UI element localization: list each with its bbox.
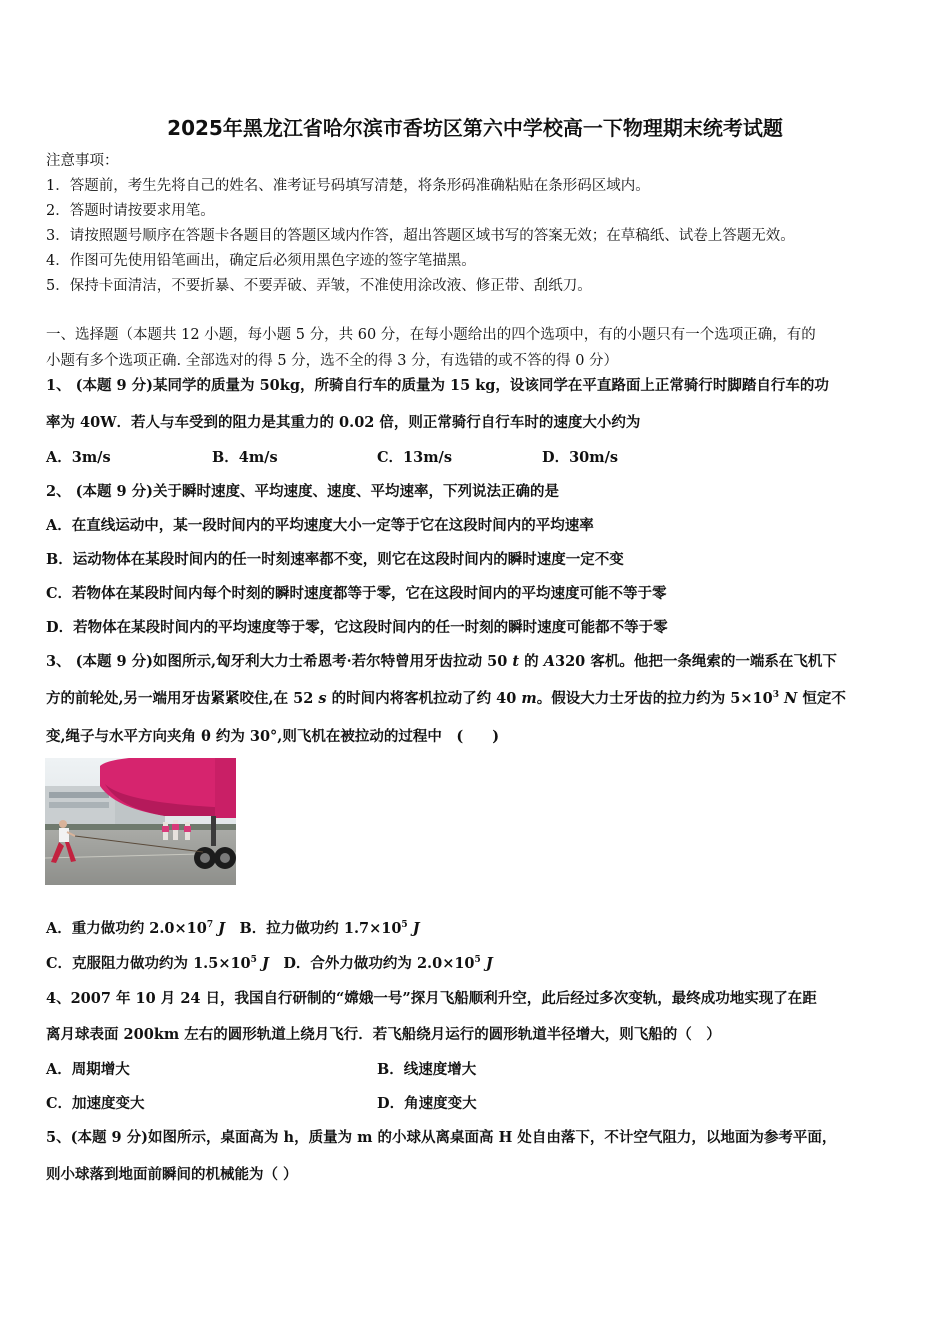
question-4-stem: 4、2007 年 10 月 24 日，我国自行研制的“嫦娥一号”探月飞船顺利升空，此后经过多次变轨，最终成功地实现了在距: [46, 990, 817, 1007]
section-header: 小题有多个选项正确. 全部选对的得 5 分，选不全的得 3 分，有选错的或不答的得 0 分）: [46, 353, 619, 369]
question-1-stem: 率为 40W．若人与车受到的阻力是其重力的 0.02 倍，则正常骑行自行车时的速度大小约为: [46, 414, 641, 431]
question-1-stem: 1、 (本题 9 分)某同学的质量为 50kg，所骑自行车的质量为 15 kg，设该同学在平直路面上正常骑行时脚踏自行车的功: [46, 377, 829, 394]
question-3-options-ab: A．重力做功约 $2.0\times 10^7$ J B．拉力做功约 $1.7\times 10^5$ J: [46, 920, 420, 937]
notice-item: 5．保持卡面清洁，不要折暴、不要弄破、弄皱，不准使用涂改液、修正带、刮纸刀。: [46, 278, 592, 294]
notice-item: 2．答题时请按要求用笔。: [46, 203, 215, 219]
question-1-option-a: A．3m/s: [46, 449, 111, 466]
notice-item: 4．作图可先使用铅笔画出，确定后必须用黑色字迹的签字笔描黑。: [46, 253, 476, 269]
question-5-stem: 5、(本题 9 分)如图所示，桌面高为 h，质量为 m 的小球从离桌面高 H 处自由落下，不计空气阻力，以地面为参考平面，: [46, 1129, 837, 1146]
question-3-options-cd: C．克服阻力做功约为 $1.5\times 10^5$ J D．合外力做功约为 $2.0\times 10^5$ J: [46, 955, 493, 972]
notice-item: 1．答题前，考生先将自己的姓名、准考证号码填写清楚，将条形码准确粘贴在条形码区域内。: [46, 178, 650, 194]
question-2-option-d: D．若物体在某段时间内的平均速度等于零，它这段时间内的任一时刻的瞬时速度可能都不等于零: [46, 619, 668, 636]
question-2-option-c: C．若物体在某段时间内每个时刻的瞬时速度都等于零，它在这段时间内的平均速度可能不等于零: [46, 585, 667, 602]
question-3-stem: 方的前轮处,另一端用牙齿紧紧咬住,在 52 s 的时间内将客机拉动了约 40 m。假设大力士牙齿的拉力约为 $5\times 10^3$ N 恒定不: [46, 690, 846, 707]
airplane-pull-photo: [45, 758, 236, 885]
question-4-option-c: C．加速度变大: [46, 1095, 145, 1112]
question-4-option-a: A．周期增大: [46, 1061, 130, 1078]
question-1-option-b: B．4m/s: [212, 449, 278, 466]
page-title: 2025年黑龙江省哈尔滨市香坊区第六中学校高一下物理期末统考试题: [167, 116, 783, 140]
question-1-option-d: D．30m/s: [542, 449, 619, 466]
notice-item: 3．请按照题号顺序在答题卡各题目的答题区域内作答，超出答题区域书写的答案无效；在草稿纸、试卷上答题无效。: [46, 228, 795, 244]
question-2-stem: 2、 (本题 9 分)关于瞬时速度、平均速度、速度、平均速率，下列说法正确的是: [46, 483, 560, 500]
question-3-stem: 变,绳子与水平方向夹角 θ 约为 30°,则飞机在被拉动的过程中 ( ): [46, 728, 500, 745]
notice-heading: 注意事项：: [46, 153, 119, 169]
section-header: 一、选择题（本题共 12 小题，每小题 5 分，共 60 分，在每小题给出的四个选项中，有的小题只有一个选项正确，有的: [46, 327, 816, 343]
question-3-stem: 3、 (本题 9 分)如图所示,匈牙利大力士希恩考·若尔特曾用牙齿拉动 50 t 的 A320 客机。他把一条绳索的一端系在飞机下: [46, 653, 837, 670]
question-4-option-b: B．线速度增大: [377, 1061, 477, 1078]
question-1-option-c: C．13m/s: [377, 449, 453, 466]
question-4-option-d: D．角速度变大: [377, 1095, 477, 1112]
question-5-stem: 则小球落到地面前瞬间的机械能为（ ）: [46, 1166, 298, 1183]
question-2-option-b: B．运动物体在某段时间内的任一时刻速率都不变，则它在这段时间内的瞬时速度一定不变: [46, 551, 624, 568]
question-2-option-a: A．在直线运动中，某一段时间内的平均速度大小一定等于它在这段时间内的平均速率: [46, 517, 594, 534]
question-4-stem: 离月球表面 200km 左右的圆形轨道上绕月飞行．若飞船绕月运行的圆形轨道半径增大，则飞船的（ ）: [46, 1026, 721, 1043]
